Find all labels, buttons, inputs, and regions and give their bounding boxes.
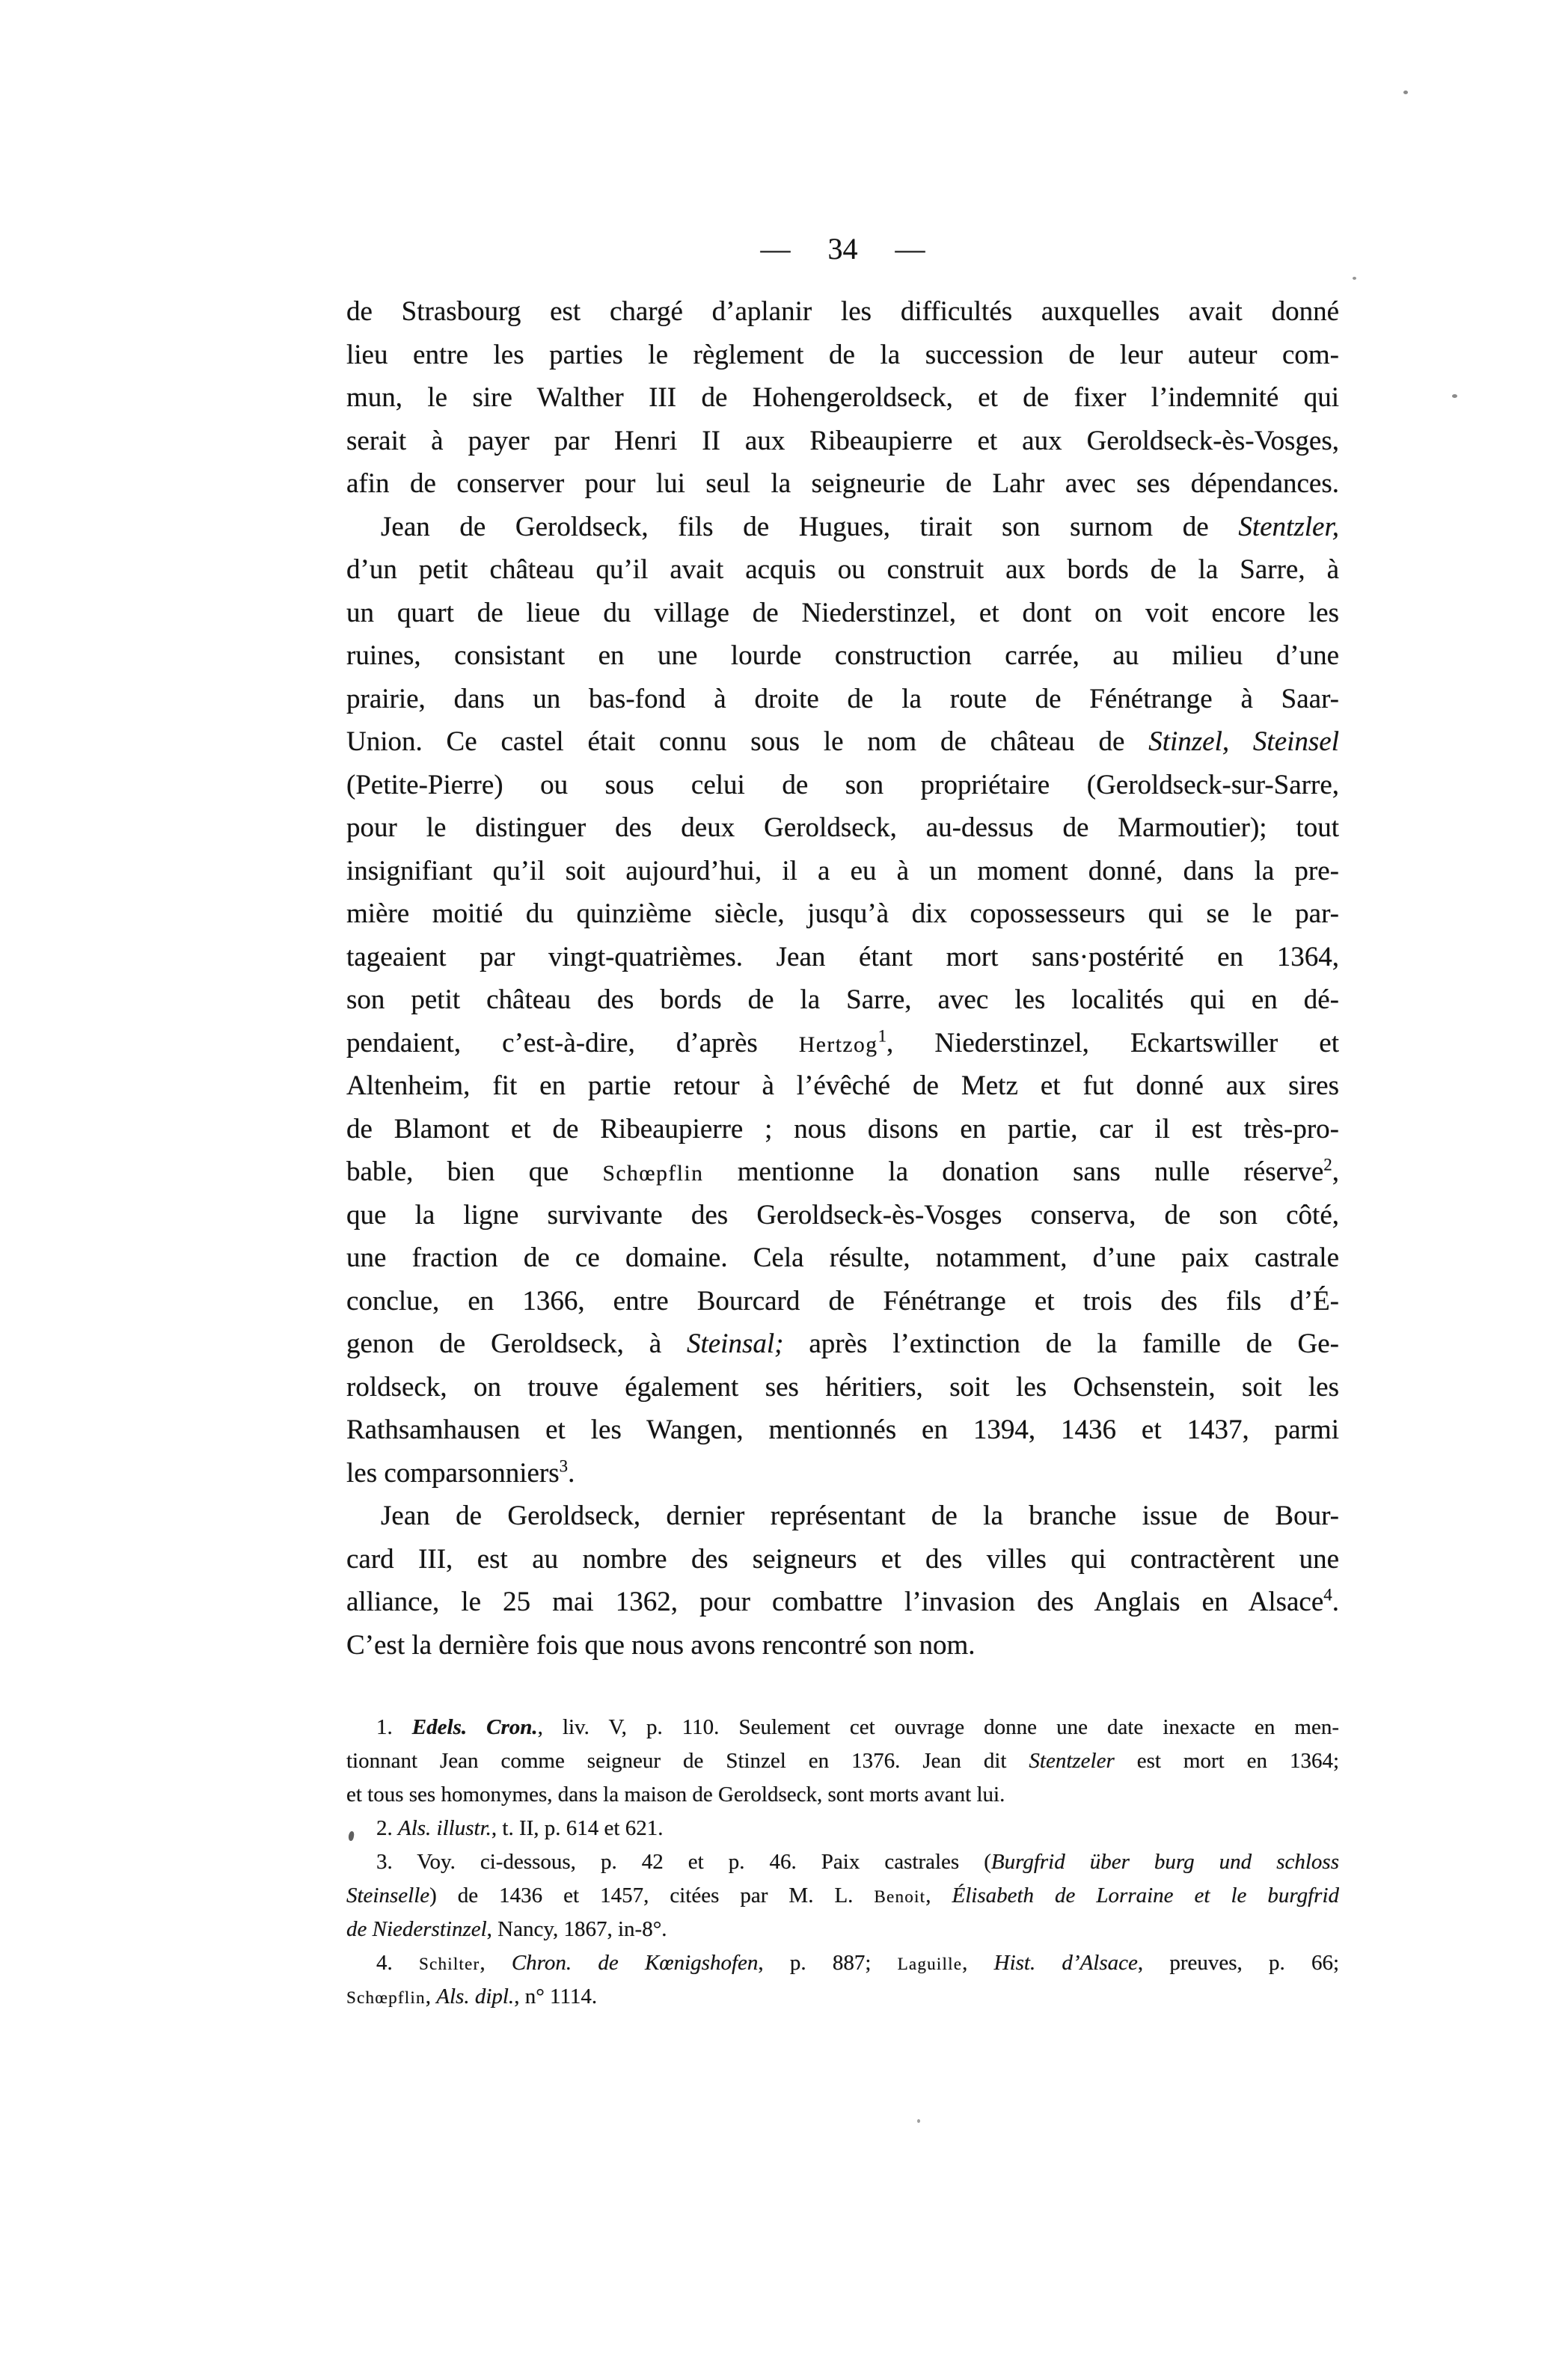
text-line: lieu entre les parties le règlement de la succession de leur auteur com- (346, 339, 1339, 370)
text-line (346, 1744, 1339, 1778)
footnote-marker: 2 (1323, 1155, 1332, 1174)
text-line: (Petite-Pierre) ou sous celui de son propriétaire (Geroldseck-sur-Sarre, (346, 769, 1339, 800)
text-segment: , Nancy, 1867, in-8°. (486, 1917, 667, 1941)
text-segment: , liv. V, p. 110. Seulement cet ouvrage donne une date inexacte en men- (537, 1715, 1339, 1739)
text-line: roldseck, on trouve également ses héritiers, soit les Ochsenstein, soit les (346, 1371, 1339, 1403)
italic-segment: Chron. de Kœnigshofen (511, 1951, 759, 1975)
paragraph-continuation (346, 290, 1339, 506)
italic-segment: Stentzler, (1238, 511, 1339, 542)
text-line: mière moitié du quinzième siècle, jusqu’à dix copossesseurs qui se le par- (346, 898, 1339, 929)
text-line: une fraction de ce domaine. Cela résulte, notamment, d’une paix castrale (346, 1242, 1339, 1273)
text-segment: 2. (376, 1816, 398, 1840)
text-line: Jean de Geroldseck, dernier représentant de la branche issue de Bour- (381, 1501, 1339, 1531)
text-segment: tionnant Jean comme seigneur de Stinzel en 1376. Jean dit (346, 1749, 1029, 1773)
text-line: que la ligne survivante des Geroldseck-ès-Vosges conserva, de son côté, (346, 1199, 1339, 1231)
text-segment: , t. II, p. 614 et 621. (491, 1816, 664, 1840)
text-segment: alliance, le 25 mai 1362, pour combattre l’invasion des Anglais en Alsace (346, 1587, 1324, 1617)
text-segment: , (425, 1985, 437, 2008)
footnote-2 (346, 1812, 1339, 1845)
text-line: prairie, dans un bas-fond à droite de la route de Fénétrange à Saar- (346, 683, 1339, 714)
text-segment: , p. 887; (758, 1951, 898, 1975)
text-line: serait à payer par Henri II aux Ribeaupierre et aux Geroldseck-ès-Vosges, (346, 425, 1339, 456)
text-segment: . (568, 1457, 575, 1489)
text-line (346, 1879, 1339, 1913)
text-line: pour le distinguer des deux Geroldseck, au-dessus de Marmoutier); tout (346, 812, 1339, 843)
text-line (346, 720, 1339, 764)
smallcaps-segment: Benoit (874, 1887, 926, 1907)
italic-segment: Steinsal; (686, 1329, 784, 1359)
text-segment: , Niederstinzel, Eckartswiller et (886, 1027, 1339, 1058)
text-line (346, 1323, 1339, 1366)
text-line: insignifiant qu’il soit aujourd’hui, il a eu à un moment donné, dans la pre- (346, 855, 1339, 886)
italic-segment: Burgfrid über burg und schloss (990, 1850, 1339, 1874)
paragraph-jean-stentzler (346, 506, 1339, 1495)
footnote-marker: 3 (559, 1456, 569, 1476)
italic-segment: Steinselle (346, 1884, 430, 1907)
text-segment: genon de Geroldseck, à (346, 1329, 687, 1359)
text-line (346, 1946, 1339, 1980)
footnote-3 (346, 1845, 1339, 1946)
smallcaps-segment: Hertzog (798, 1032, 878, 1057)
text-segment: 4. (376, 1951, 419, 1975)
body-text (346, 290, 1339, 1667)
text-segment: ) de 1436 et 1457, citées par M. L. (429, 1884, 875, 1907)
scan-speck (1403, 91, 1408, 94)
text-line: C’est la dernière fois que nous avons rencontré son nom. (346, 1629, 976, 1661)
smallcaps-segment: Schœpflin (346, 1988, 426, 2008)
text-line (346, 1452, 1339, 1495)
text-segment: est mort en 1364; (1114, 1749, 1339, 1773)
italic-segment: Als. dipl. (436, 1985, 515, 2008)
italic-segment: Stinzel, Steinsel (1148, 726, 1339, 757)
italic-segment: Élisabeth de Lorraine et le burgfrid (952, 1884, 1339, 1907)
text-line: tageaient par vingt-quatrièmes. Jean étant mort sans·postérité en 1364, (346, 941, 1339, 972)
text-line: afin de conserver pour lui seul la seigneurie de Lahr avec ses dépendances. (346, 468, 1339, 499)
text-line (346, 1711, 1339, 1744)
text-line (346, 1913, 1339, 1946)
text-line (346, 506, 1339, 549)
footnote-1 (346, 1711, 1339, 1812)
text-segment: les comparsonniers (346, 1457, 560, 1489)
smallcaps-segment: Laguille (897, 1955, 963, 1974)
text-segment: 1. (376, 1715, 412, 1739)
text-segment: , (480, 1951, 512, 1975)
text-line: ruines, consistant en une lourde construction carrée, au milieu d’une (346, 640, 1339, 671)
text-line: de Blamont et de Ribeaupierre ; nous disons en partie, car il est très-pro- (346, 1113, 1339, 1144)
text-segment: . (1332, 1587, 1339, 1617)
text-line: card III, est au nombre des seigneurs et des villes qui contractèrent une (346, 1543, 1339, 1575)
footnote-marker: 4 (1323, 1585, 1332, 1605)
italic-segment: Als. illustr. (398, 1816, 491, 1840)
text-line: et tous ses homonymes, dans la maison de Geroldseck, sont morts avant lui. (346, 1783, 1005, 1806)
text-line: d’un petit château qu’il avait acquis ou construit aux bords de la Sarre, à (346, 554, 1339, 585)
text-segment: pendaient, c’est-à-dire, d’après (346, 1027, 799, 1058)
page-number: — 34 — (760, 232, 925, 266)
footnote-4 (346, 1946, 1339, 2014)
paragraph-jean-dernier (346, 1495, 1339, 1667)
text-line: son petit château des bords de la Sarre, avec les localités qui en dé- (346, 984, 1339, 1015)
text-line (346, 1022, 1339, 1065)
text-segment: , (962, 1951, 994, 1975)
scan-speck (1353, 277, 1356, 280)
text-line (346, 1980, 1339, 2014)
text-segment: 3. Voy. ci-dessous, p. 42 et p. 46. Paix castrales ( (376, 1850, 991, 1874)
text-segment: , n° 1114. (514, 1985, 598, 2008)
text-segment: après l’extinction de la famille de Ge- (783, 1329, 1339, 1359)
italic-segment: Stentzeler (1029, 1749, 1115, 1773)
footnotes (346, 1711, 1339, 2014)
text-line: conclue, en 1366, entre Bourcard de Fénétrange et trois des fils d’É- (346, 1285, 1339, 1317)
text-segment: , preuves, p. 66; (1137, 1951, 1339, 1975)
italic-segment: de Niederstinzel (346, 1917, 487, 1941)
text-line: Rathsamhausen et les Wangen, mentionnés en 1394, 1436 et 1437, parmi (346, 1415, 1339, 1445)
text-line: mun, le sire Walther III de Hohengeroldseck, et de fixer l’indemnité qui (346, 382, 1339, 413)
scan-speck (1452, 394, 1457, 398)
smallcaps-segment: Schœpflin (602, 1162, 704, 1186)
italic-segment: Hist. d’Alsace (993, 1951, 1138, 1975)
text-line (346, 1581, 1339, 1624)
text-segment: mentionne la donation sans nulle réserve (703, 1156, 1324, 1187)
text-line (346, 1812, 1339, 1845)
text-segment: bable, bien que (346, 1156, 603, 1187)
smallcaps-segment: Schilter (418, 1955, 480, 1974)
text-segment: , (925, 1884, 952, 1907)
text-segment: , (1332, 1156, 1339, 1187)
text-line: Altenheim, fit en partie retour à l’évêché de Metz et fut donné aux sires (346, 1070, 1339, 1101)
text-segment: Jean de Geroldseck, fils de Hugues, tirait son surnom de (381, 511, 1239, 542)
text-segment: Union. Ce castel était connu sous le nom de château de (346, 726, 1149, 757)
bold-italic-segment: Edels. Cron. (411, 1715, 538, 1739)
text-line: un quart de lieue du village de Niederstinzel, et dont on voit encore les (346, 597, 1339, 628)
text-line (346, 1845, 1339, 1879)
text-line: de Strasbourg est chargé d’aplanir les difficultés auxquelles avait donné (346, 296, 1339, 327)
footnote-marker: 1 (878, 1026, 887, 1046)
scan-speck (917, 2119, 920, 2123)
text-line (346, 1150, 1339, 1194)
